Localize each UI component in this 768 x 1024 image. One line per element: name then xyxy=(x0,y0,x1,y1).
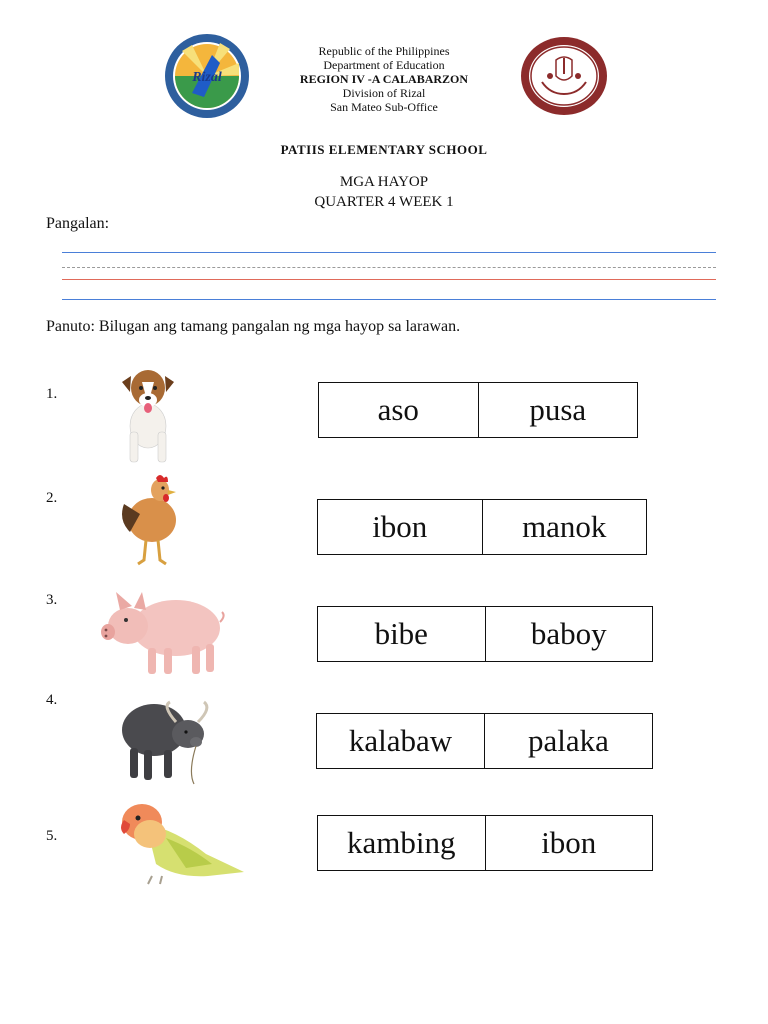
worksheet-subtitle: QUARTER 4 WEEK 1 xyxy=(314,194,454,210)
header-line-1: Republic of the Philippines xyxy=(318,44,450,58)
option-kalabaw[interactable]: kalabaw xyxy=(348,723,453,758)
option-palaka[interactable]: palaka xyxy=(484,714,652,768)
header-line-5: San Mateo Sub-Office xyxy=(330,100,438,114)
chicken-image xyxy=(118,470,184,568)
option-kambing[interactable]: kambing xyxy=(347,825,456,860)
option-bibe[interactable]: bibe xyxy=(374,616,428,651)
option-ibon[interactable]: ibon xyxy=(372,509,428,544)
carabao-image xyxy=(118,692,216,786)
name-label: Pangalan: xyxy=(46,215,110,232)
choice-box-1 xyxy=(318,382,638,438)
writing-line-base xyxy=(62,279,716,280)
school-seal-logo xyxy=(520,36,608,116)
item-number-5: 5. xyxy=(46,828,58,844)
item-number-1: 1. xyxy=(46,386,58,402)
header-line-4: Division of Rizal xyxy=(342,86,426,100)
item-number-4: 4. xyxy=(46,692,58,708)
worksheet-title: MGA HAYOP xyxy=(339,174,429,190)
instructions: Panuto: Bilugan ang tamang pangalan ng mga hayop sa larawan. xyxy=(46,318,461,335)
option-manok[interactable]: manok xyxy=(482,500,647,554)
option-pusa[interactable]: pusa xyxy=(478,383,638,437)
choice-box-4 xyxy=(316,713,653,769)
choice-box-5 xyxy=(317,815,653,871)
pig-image xyxy=(100,586,226,678)
item-number-2: 2. xyxy=(46,490,58,506)
choice-box-2 xyxy=(317,499,647,555)
header-line-2: Department of Education xyxy=(323,58,445,72)
option-aso[interactable]: aso xyxy=(377,392,419,427)
option-ibon-5[interactable]: ibon xyxy=(485,816,653,870)
header-line-3: REGION IV -A CALABARZON xyxy=(299,72,469,86)
item-number-3: 3. xyxy=(46,592,58,608)
writing-line-dashed xyxy=(62,267,716,268)
lovebird-image xyxy=(116,794,246,886)
logo-text: Rizal xyxy=(192,70,222,85)
choice-box-3 xyxy=(317,606,653,662)
writing-line-bottom xyxy=(62,299,716,300)
writing-line-top xyxy=(62,252,716,253)
option-baboy[interactable]: baboy xyxy=(485,607,653,661)
dog-image xyxy=(116,362,180,466)
school-name: PATIIS ELEMENTARY SCHOOL xyxy=(280,142,488,157)
